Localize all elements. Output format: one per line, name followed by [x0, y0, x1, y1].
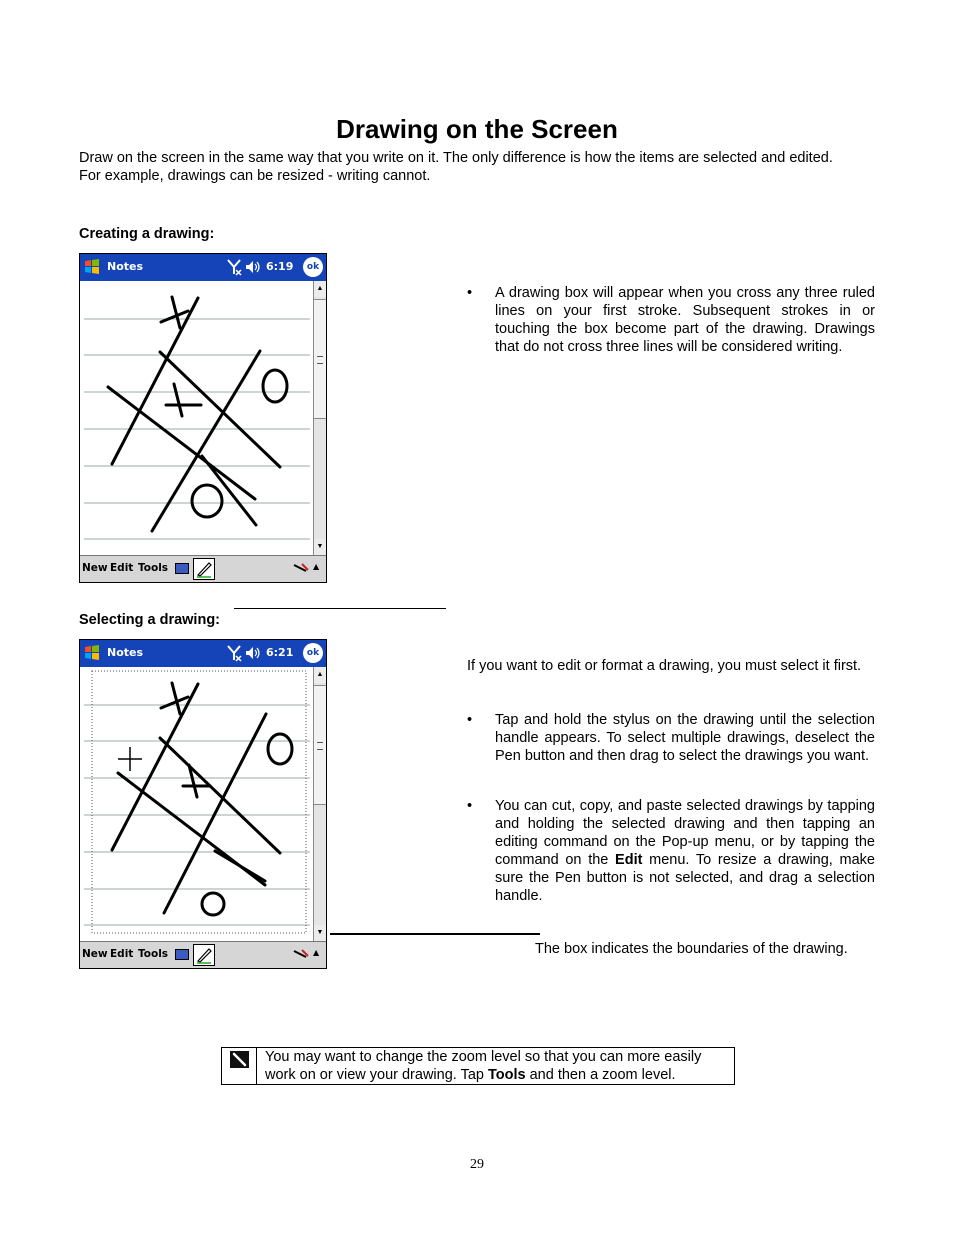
keyboard-icon[interactable] [175, 563, 189, 574]
pen-icon[interactable] [193, 558, 215, 580]
windows-start-icon[interactable] [82, 643, 102, 663]
selection-box[interactable] [92, 671, 306, 933]
note-line-1: You may want to change the zoom level so that you can more easily [265, 1049, 702, 1065]
divider-line [234, 608, 446, 609]
note-line-2-part-1: work on or view your drawing. Tap [265, 1067, 488, 1083]
bullet-2-part-2: menu. To resize a drawing, make sure the Pen button is not selected, and drag a selection handle. [495, 852, 875, 904]
bullet-dot: • [467, 285, 473, 301]
title-bar [80, 254, 326, 281]
keyboard-icon[interactable] [175, 949, 189, 960]
pen-icon[interactable] [193, 944, 215, 966]
note-icon-cell [222, 1048, 257, 1084]
note-line-2 [265, 1066, 730, 1084]
selecting-bullet-1 [467, 711, 875, 765]
menu-edit[interactable]: Edit [110, 948, 134, 960]
menu-bar [80, 555, 326, 582]
selecting-bullet-1-text: Tap and hold the stylus on the drawing until the selection handle appears. To select multiple drawings, deselect the Pen button and then drag to select the drawings you want. [495, 712, 875, 764]
ok-button[interactable]: ok [303, 257, 323, 277]
menu-tools[interactable]: Tools [138, 948, 169, 960]
input-arrow-icon[interactable]: ▲ [313, 562, 320, 571]
signal-icon[interactable] [226, 258, 242, 276]
intro-line-1: Draw on the screen in the same way that you write on it. The only difference is how the items are selected and edited. [79, 150, 833, 166]
menu-bar [80, 941, 326, 968]
app-name: Notes [107, 260, 144, 273]
note-pencil-icon [230, 1051, 249, 1068]
scroll-up-icon[interactable]: ▲ [314, 281, 326, 297]
creating-drawing-heading: Creating a drawing: [79, 226, 215, 242]
menu-new[interactable]: New [82, 562, 108, 574]
scroll-thumb[interactable] [314, 685, 326, 805]
bullet-2-part-1: You can cut, copy, and paste selected drawings by tapping and holding the selected drawing and then tapping an editing command on the Pop-up menu, or by tapping the command on the [495, 798, 875, 868]
intro-paragraph [79, 149, 899, 185]
pocketpc-screenshot-creating [79, 253, 327, 583]
note-text [265, 1048, 730, 1084]
signal-icon[interactable] [226, 644, 242, 662]
creating-bullet [467, 284, 875, 356]
vertical-scrollbar[interactable] [313, 281, 326, 555]
selection-handle-icon [118, 747, 142, 771]
input-method-icon[interactable] [292, 947, 310, 961]
drawing-canvas[interactable] [80, 281, 313, 555]
ok-button[interactable]: ok [303, 643, 323, 663]
input-arrow-icon[interactable]: ▲ [313, 948, 320, 957]
scroll-down-icon[interactable]: ▼ [314, 539, 326, 555]
windows-start-icon[interactable] [82, 257, 102, 277]
scroll-up-icon[interactable]: ▲ [314, 667, 326, 683]
edit-menu-ref: Edit [615, 852, 643, 868]
title-bar [80, 640, 326, 667]
selecting-intro: If you want to edit or format a drawing, you must select it first. [467, 658, 862, 674]
selecting-drawing-heading: Selecting a drawing: [79, 612, 220, 628]
callout-line [330, 933, 540, 935]
grip-icon [317, 356, 323, 364]
creating-bullet-text: A drawing box will appear when you cross any three ruled lines on your first stroke. Subsequent strokes in or touching the box become part of the drawing. Drawings that do not cross three lines will be considered writing. [495, 285, 875, 355]
pocketpc-screenshot-selecting [79, 639, 327, 969]
scroll-down-icon[interactable]: ▼ [314, 925, 326, 941]
selection-caption: The box indicates the boundaries of the drawing. [535, 941, 848, 957]
drawing-canvas[interactable] [80, 667, 313, 941]
menu-new[interactable]: New [82, 948, 108, 960]
note-box [221, 1047, 735, 1085]
speaker-icon[interactable] [245, 259, 261, 275]
page-number: 29 [470, 1157, 484, 1172]
speaker-icon[interactable] [245, 645, 261, 661]
bullet-dot: • [467, 798, 473, 814]
selecting-bullet-2 [467, 797, 875, 905]
menu-edit[interactable]: Edit [110, 562, 134, 574]
vertical-scrollbar[interactable] [313, 667, 326, 941]
menu-tools[interactable]: Tools [138, 562, 169, 574]
scroll-thumb[interactable] [314, 299, 326, 419]
grip-icon [317, 742, 323, 750]
selecting-bullet-2-text [495, 797, 875, 905]
input-method-icon[interactable] [292, 561, 310, 575]
page-title: Drawing on the Screen [336, 114, 618, 144]
app-name: Notes [107, 646, 144, 659]
bullet-dot: • [467, 712, 473, 728]
note-line-2-part-2: and then a zoom level. [525, 1067, 676, 1083]
tools-ref: Tools [487, 1067, 526, 1083]
intro-line-2: For example, drawings can be resized - writing cannot. [79, 168, 431, 184]
clock: 6:21 [266, 646, 294, 659]
clock: 6:19 [266, 260, 294, 273]
